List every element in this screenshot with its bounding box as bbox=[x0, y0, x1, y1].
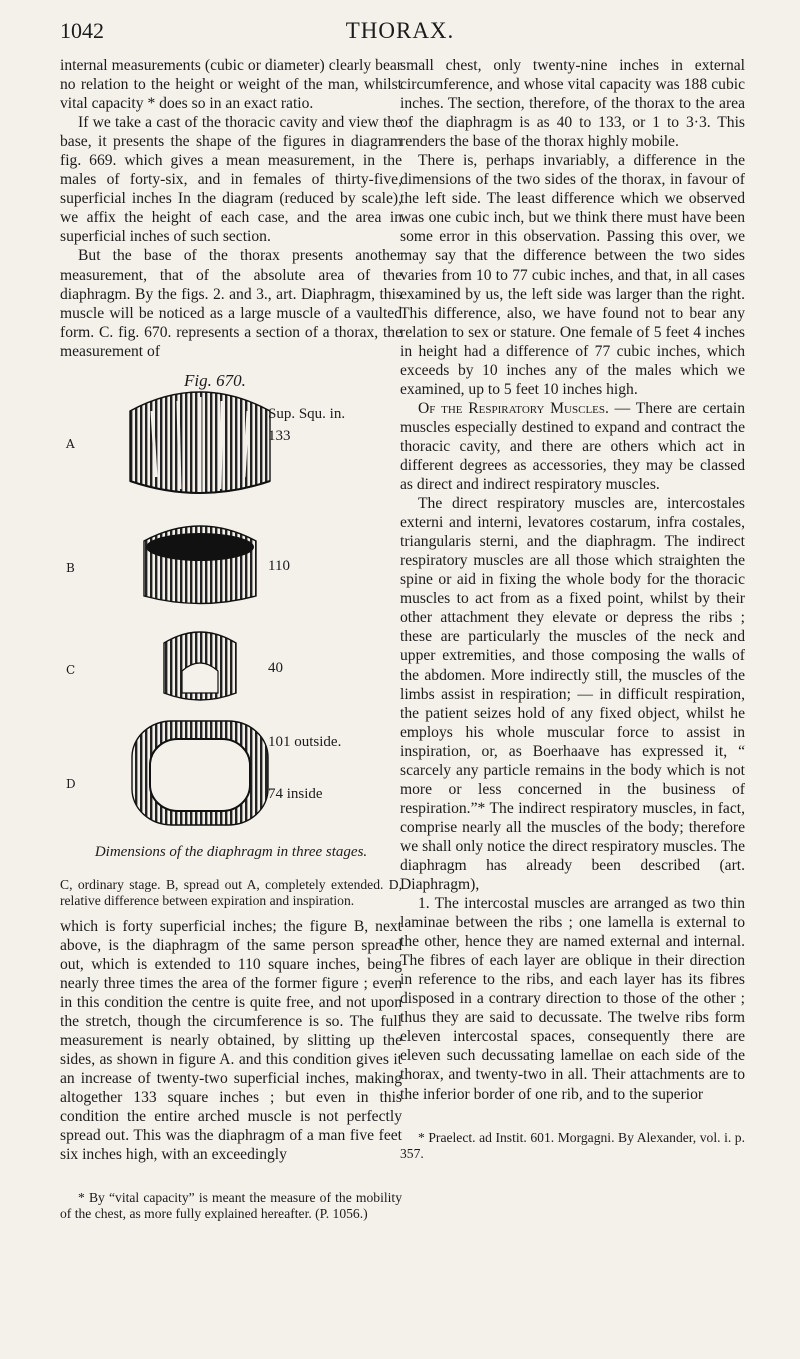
stage-a-letter: A bbox=[66, 436, 75, 451]
right-paragraph-3-text: — There are certain muscles especially destined to expand and contract the thoracic cavity, and there are others which act in different degrees as accessories, they may be classed as direct and indirect respiratory muscles. bbox=[400, 399, 745, 494]
left-paragraph-3: But the base of the thorax presents another measurement, that of the absolute area of the diaphragm. By the figs. 2. and 3., art. Diaphragm, this muscle will be noticed as a large muscle of a vaulted form. C. fig. 670. represents a section of a thorax, the measurement of bbox=[60, 247, 402, 360]
stage-d-letter: D bbox=[66, 776, 76, 791]
diaphragm-stage-d bbox=[132, 721, 268, 825]
stage-a-value: 133 bbox=[268, 427, 291, 444]
stage-d-inside-value: 74 inside bbox=[268, 785, 323, 802]
left-column bbox=[60, 56, 402, 1222]
left-paragraph-2: If we take a cast of the thoracic cavity and view the base, it presents the shape of the figures in diagram fig. 669. which gives a mean measurement, in the males of forty-six, and in females of thirty-five, superficial inches In the diagram (reduced by scale), we affix the height of each case, and the area in superficial inches of such section. bbox=[60, 114, 402, 246]
stage-b-value: 110 bbox=[268, 557, 290, 574]
diaphragm-illustration bbox=[60, 371, 402, 871]
left-paragraph-1: internal measurements (cubic or diameter) clearly bear no relation to the height or weight of the man, whilst vital capacity * does so in an exact ratio. bbox=[60, 57, 402, 113]
diaphragm-stage-a bbox=[130, 392, 270, 493]
figure-caption-text: C, ordinary stage. B, spread out A, completely extended. D, relative difference between expiration and inspiration. bbox=[60, 876, 402, 908]
stage-c-letter: C bbox=[66, 662, 76, 677]
page-number: 1042 bbox=[60, 18, 104, 43]
stage-d-outside-value: 101 outside. bbox=[268, 733, 342, 750]
diaphragm-stage-b bbox=[144, 526, 256, 604]
right-column bbox=[400, 56, 745, 1162]
right-paragraph-1: small chest, only twenty-nine inches in external circumference, and whose vital capacity was 188 cubic inches. The section, therefore, of the thorax to the area of the diaphragm is as 40 to 133, or 1 to 3·3. This renders the base of the thorax highly mobile. bbox=[400, 57, 745, 151]
right-paragraph-4: The direct respiratory muscles are, intercostales externi and interni, levatores costarum, infra costales, triangularis sterni, and the diaphragm. The indirect respiratory muscles are all those which straighten the spine or aid in fixing the whole body for the thoracic muscles to act from as a fixed point, whilst by their other attachment they elevate or depress the ribs ; these are particularly the muscles of the neck and upper extremities, and those composing the walls of the abdomen. More indirectly still, the muscles of the limbs assist in respiration; — in difficult respiration, the patient seizes hold of any fixed object, whilst he employs his whole muscular force to assist in inspiration, or, as Boerhaave has expressed it, “ scarcely any particle remains in the body which is not more or less concerned in the business of respiration.”* The indirect respiratory muscles, in fact, comprise nearly all the muscles of the body; therefore we shall only notice the direct respiratory muscles. The diaphragm has already been described (art. Diaphragm), bbox=[400, 495, 745, 894]
section-heading-respiratory-muscles: Of the Respiratory Muscles. bbox=[418, 399, 609, 417]
figure-670 bbox=[60, 371, 402, 871]
diaphragm-stage-c bbox=[164, 632, 236, 700]
figure-unit-label: Sup. Squ. in. bbox=[268, 405, 346, 422]
stage-c-value: 40 bbox=[268, 659, 283, 676]
left-paragraph-4: which is forty superficial inches; the figure B, next above, is the diaphragm of the same person spread out, which is extended to 110 square inches, being nearly three times the area of the former figure ; even in this condition the centre is quite free, and not upon the stretch, though the circumference is so. The full measurement is nearly obtained, by slitting up the sides, as shown in figure A. and this condition gives it an increase of twenty-two superficial inches, making altogether 133 square inches ; but even in this condition the entire arched muscle is not perfectly spread out. This was the diaphragm of a man five feet six inches high, with an exceedingly bbox=[60, 917, 402, 1164]
figure-caption-title: Dimensions of the diaphragm in three stages. bbox=[94, 843, 368, 860]
stage-b-letter: B bbox=[66, 560, 75, 575]
right-paragraph-5: 1. The intercostal muscles are arranged as two thin laminae between the ribs ; one lamella is external to the other, hence they are named external and internal. The fibres of each layer are oblique in their direction in reference to the ribs, and each layer has its fibres disposed in a contrary direction to those of the other ; thus they are said to decussate. The twelve ribs form eleven intercostal spaces, consequently there are eleven such decussating lamellae on each side of the thorax, and twenty-two in all. Their attachments are to the inferior border of one rib, and to the superior bbox=[400, 895, 745, 1103]
page-header bbox=[60, 18, 740, 48]
right-footnote: * Praelect. ad Instit. 601. Morgagni. By Alexander, vol. i. p. 357. bbox=[400, 1129, 745, 1161]
right-paragraph-3 bbox=[400, 399, 745, 494]
running-head: THORAX. bbox=[345, 18, 455, 43]
right-paragraph-2: There is, perhaps invariably, a difference in the dimensions of the two sides of the thorax, in favour of the left side. The least difference which we observed was one cubic inch, but we think there must have been some error in this observation. Passing this over, we may say that the difference between the two sides varies from 10 to 77 cubic inches, and that, in all cases examined by us, the left side was larger than the right. This difference, also, we have found not to bear any relation to sex or stature. One female of 5 feet 4 inches in height had a difference of 77 cubic inches, which exceeds by 10 inches any of the males which we examined, up to 5 feet 10 inches high. bbox=[400, 152, 745, 398]
figure-title: Fig. 670. bbox=[184, 370, 246, 390]
left-footnote: * By “vital capacity” is meant the measure of the mobility of the chest, as more fully explained hereafter. (P. 1056.) bbox=[60, 1190, 402, 1222]
